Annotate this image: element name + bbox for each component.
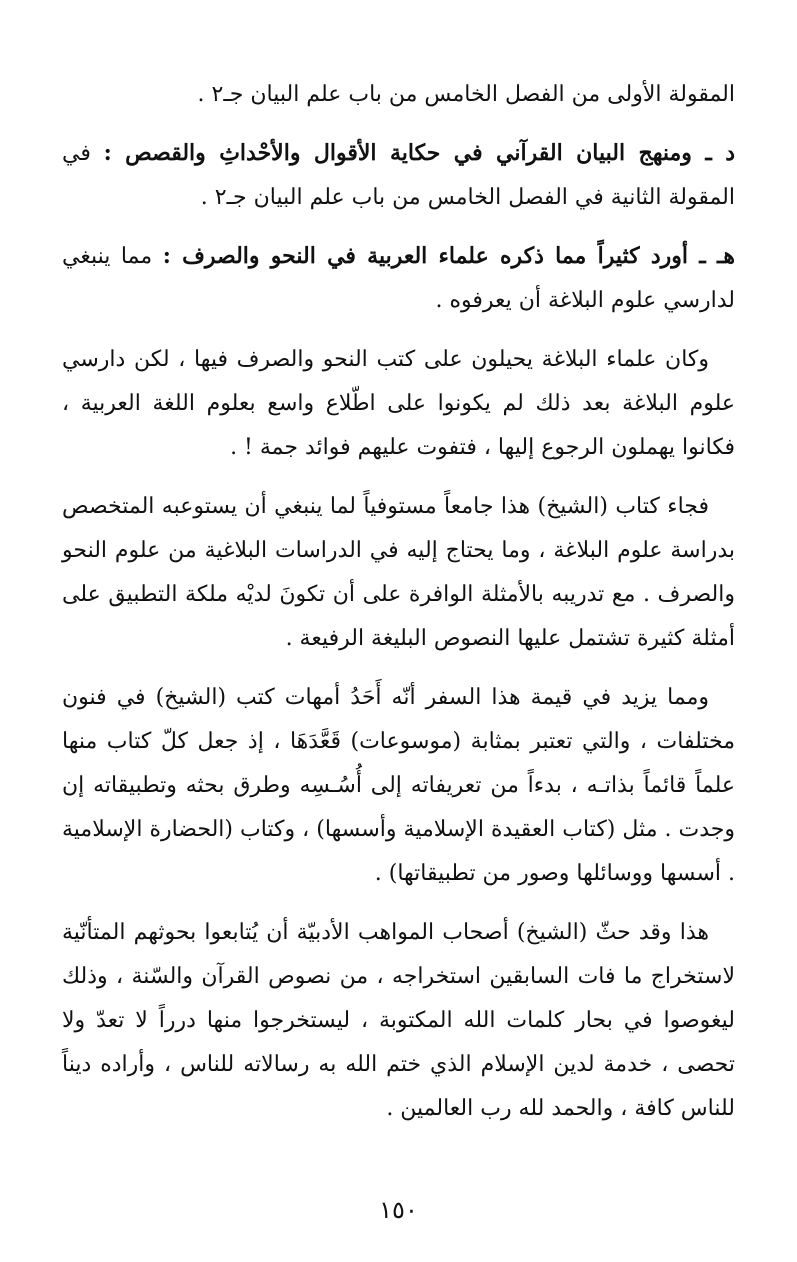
paragraph-text: فجاء كتاب (الشيخ) هذا جامعاً مستوفياً لما ينبغي أن يستوعبه المتخصص بدراسة علوم البلاغة ، وما يحتاج إليه في الدراسات البلاغية من علوم النحو والصرف . مع تدريبه بالأمثلة الوافرة على أن تكونَ لديْه ملكة التطبيق على أمثلة كثيرة تشتمل عليها النصوص البليغة الرفيعة .: [62, 494, 735, 651]
paragraph-text: مما ينبغي لدارسي علوم البلاغة أن يعرفوه .: [62, 244, 735, 313]
paragraph-item-d: [62, 131, 735, 220]
paragraph-item-h: [62, 234, 735, 323]
paragraph-text: المقولة الأولى من الفصل الخامس من باب علم البيان جـ٢ .: [197, 82, 735, 107]
paragraph-body: [62, 484, 735, 661]
paragraph-text: وكان علماء البلاغة يحيلون على كتب النحو والصرف فيها ، لكن دارسي علوم البلاغة بعد ذلك لم يكونوا على اطّلاع واسع بعلوم اللغة العربية ، فكانوا يهملون الرجوع إليها ، فتفوت عليهم فوائد جمة ! .: [62, 347, 735, 460]
paragraph-continuation: [62, 72, 735, 117]
paragraph-lead: د ـ ومنهج البيان القرآني في حكاية الأقوال والأحْداثِ والقصص :: [103, 140, 735, 166]
paragraph-body: [62, 910, 735, 1131]
paragraph-text: في المقولة الثانية في الفصل الخامس من باب علم البيان جـ٢ .: [62, 141, 735, 210]
page-body: [62, 72, 735, 1145]
paragraph-text: هذا وقد حثّ (الشيخ) أصحاب المواهب الأدبيّة أن يُتابعوا بحوثهم المتأنّية لاستخراج ما فات السابقين استخراجه ، من نصوص القرآن والسّنة ، وذلك ليغوصوا في بحار كلمات الله المكتوبة ، ليستخرجوا منها درراً لا تعدّ ولا تحصى ، خدمة لدين الإسلام الذي ختم الله به رسالاته للناس ، وأراده ديناً للناس كافة ، والحمد لله رب العالمين .: [62, 920, 735, 1121]
paragraph-text: ومما يزيد في قيمة هذا السفر أنّه أَحَدُ أمهات كتب (الشيخ) في فنون مختلفات ، والتي تعتبر بمثابة (موسوعات) قَعَّدَهَا ، إذ جعل كلّ كتاب منها علماً قائماً بذاتـه ، بدءاً من تعريفاته إلى أُسُـسِه وطرق بحثه وتطبيقاته إن وجدت . مثل (كتاب العقيدة الإسلامية وأسسها) ، وكتاب (الحضارة الإسلامية . أسسها ووسائلها وصور من تطبيقاتها) .: [62, 685, 735, 886]
page-number: ١٥٠: [379, 1196, 418, 1224]
paragraph-body: [62, 337, 735, 470]
paragraph-body: [62, 675, 735, 896]
paragraph-lead: هـ ـ أورد كثيراً مما ذكره علماء العربية في النحو والصرف :: [162, 243, 735, 269]
